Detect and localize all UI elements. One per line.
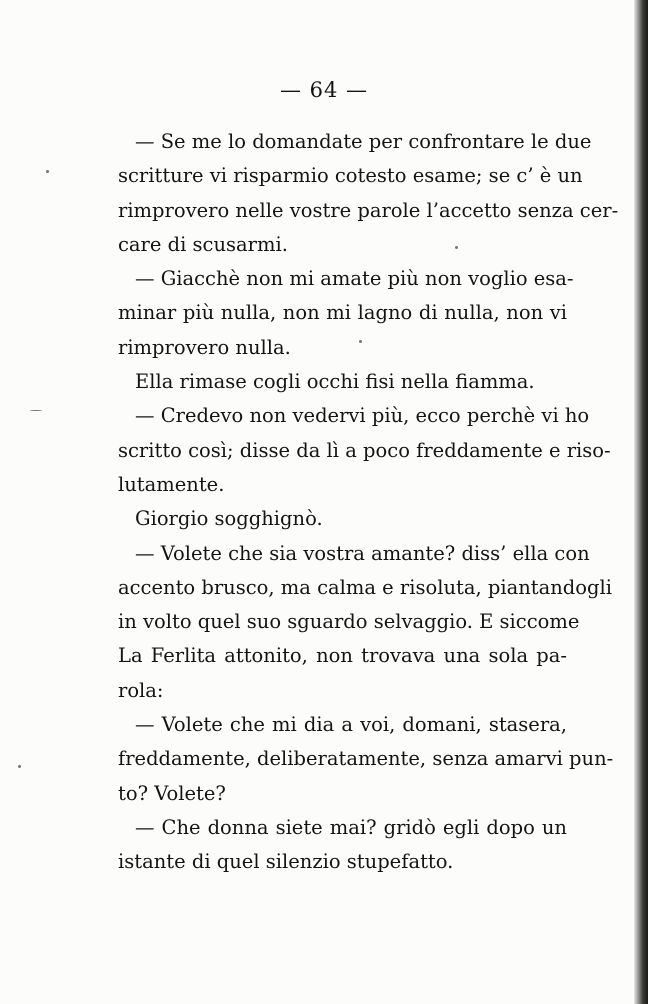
text-line: freddamente, deliberatamente, senza amarvi pun-	[118, 747, 614, 771]
text-line: — Che donna siete mai? gridò egli dopo un	[135, 815, 567, 839]
print-speck	[18, 765, 21, 768]
text-line: Ella rimase cogli occhi fisi nella fiamma.	[135, 370, 535, 394]
text-line: — Volete che sia vostra amante? diss’ ella con	[135, 541, 590, 565]
body-text	[118, 125, 619, 880]
text-line: — Se me lo domandate per confrontare le due	[135, 130, 592, 153]
text-line: in volto quel suo sguardo selvaggio. E siccome	[118, 610, 580, 634]
text-line: rimprovero nelle vostre parole l’accetto senza cer-	[118, 198, 619, 222]
text-line: minar più nulla, non mi lagno di nulla, non vi	[118, 301, 567, 325]
text-line: rola:	[118, 678, 164, 702]
text-line: to? Volete?	[118, 781, 226, 805]
page-number: — 64 —	[279, 78, 369, 102]
page-edge-shadow	[634, 0, 648, 1004]
text-line: istante di quel silenzio stupefatto.	[118, 850, 454, 874]
text-line: — Giacchè non mi amate più non voglio esa-	[135, 267, 574, 291]
text-line: La Ferlita attonito, non trovava una sola pa-	[118, 644, 567, 668]
text-line: lutamente.	[118, 472, 225, 496]
text-line: scritture vi risparmio cotesto esame; se c’ è un	[118, 164, 583, 188]
text-line: scritto così; disse da lì a poco freddamente e riso-	[118, 438, 611, 462]
text-line: rimprovero nulla.	[118, 335, 291, 359]
text-line: care di scusarmi.	[118, 232, 288, 256]
text-line: — Volete che mi dia a voi, domani, stasera,	[135, 713, 567, 737]
text-line: — Credevo non vedervi più, ecco perchè vi ho	[135, 404, 590, 428]
print-speck	[30, 410, 42, 411]
text-line: accento brusco, ma calma e risoluta, piantandogli	[118, 575, 612, 599]
print-speck	[46, 170, 49, 173]
text-line: Giorgio sogghignò.	[135, 507, 323, 531]
